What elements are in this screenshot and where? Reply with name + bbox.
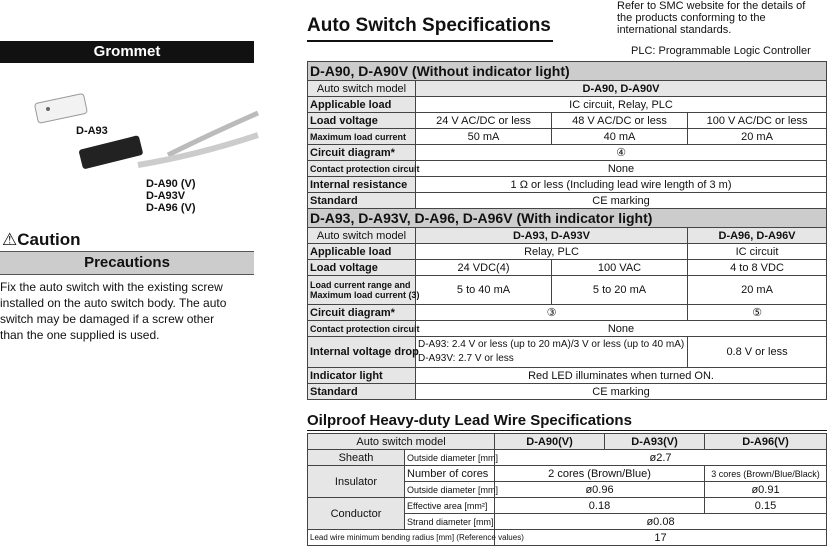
header-note_lines-2: international standards. [617,24,732,36]
label-d-a96v: D-A96 (V) [146,202,196,214]
t3-strand_value: ø0.08 [495,514,827,530]
t2-current_label_1: Load current range and [310,280,411,290]
precautions-heading: Precautions [0,251,254,275]
header-note_lines-1: the products conforming to the [617,12,766,24]
grommet-heading: Grommet [0,41,254,63]
t2-model_values-0: D-A93, D-A93V [416,228,688,244]
t2-current_values-0: 5 to 40 mA [416,276,552,305]
t2-current_values-2: 20 mA [688,276,827,305]
t1-load_value: IC circuit, Relay, PLC [416,97,827,113]
t2-contact_value: None [416,321,827,337]
page-title: Auto Switch Specifications [307,15,551,36]
t1-current_values-1: 40 mA [552,129,688,145]
table1-title: D-A90, D-A90V (Without indicator light) [308,62,827,81]
t2-drop_line2: D-A93V: 2.7 V or less [418,353,514,364]
t2-voltage_values-0: 24 VDC(4) [416,260,552,276]
t1-standard_value: CE marking [416,193,827,209]
t1-load_label: Applicable load [308,97,416,113]
t1-model-label: Auto switch model [308,81,416,97]
left-precautions_lines-3: than the one supplied is used. [0,328,160,342]
t2-load_values-1: IC circuit [688,244,827,260]
t3-ins_od_value: ø0.96 [495,482,705,498]
t3-od: Outside diameter [mm] [405,482,495,498]
t1-current_label: Maximum load current [308,129,416,145]
t2-model_values-1: D-A96, D-A96V [688,228,827,244]
t1-contact_label: Contact protection circuit [308,161,416,177]
t2-load_label: Applicable load [308,244,416,260]
oilproof-underline [307,430,827,431]
t3-insulator: Insulator [308,466,405,498]
t3-cores_value2: 3 cores (Brown/Blue/Black) [705,466,827,482]
t1-resist_label: Internal resistance [308,177,416,193]
t1-voltage_label: Load voltage [308,113,416,129]
left-precautions_lines-0: Fix the auto switch with the existing screw [0,280,223,294]
t2-indicator_label: Indicator light [308,368,416,384]
t2-load_values-0: Relay, PLC [416,244,688,260]
t2-indicator_value: Red LED illuminates when turned ON. [416,368,827,384]
t2-drop_line1: D-A93: 2.4 V or less (up to 20 mA)/3 V or less (up to 40 mA) [418,339,685,350]
t2-voltage_values-1: 100 VAC [552,260,688,276]
t1-voltage_values-0: 24 V AC/DC or less [416,113,552,129]
t3-bend_value: 17 [495,530,827,546]
t2-contact_label: Contact protection circuit [308,321,416,337]
t2-voltage_label: Load voltage [308,260,416,276]
t2-current_values-1: 5 to 20 mA [552,276,688,305]
t3-strand: Strand diameter [mm] [405,514,495,530]
t1-diagram_label: Circuit diagram* [308,145,416,161]
t1-voltage_values-2: 100 V AC/DC or less [688,113,827,129]
table2-title: D-A93, D-A93V, D-A96, D-A96V (With indicator light) [308,209,827,228]
t1-voltage_values-1: 48 V AC/DC or less [552,113,688,129]
t1-current_values-2: 20 mA [688,129,827,145]
t3-eff_value2: 0.15 [705,498,827,514]
lead-wire-table [307,433,827,546]
t3-bend: Lead wire minimum bending radius [mm] (Reference values) [308,530,495,546]
spec-table [307,61,827,400]
t1-diagram_value: ④ [416,145,827,161]
t3-sheath: Sheath [308,450,405,466]
t2-drop_value2: 0.8 V or less [688,337,827,368]
t3-eff_value: 0.18 [495,498,705,514]
t2-drop_label: Internal voltage drop [308,337,416,368]
t1-model-value: D-A90, D-A90V [416,81,827,97]
t3-cores_value: 2 cores (Brown/Blue) [495,466,705,482]
t2-diagram_values-0: ③ [416,305,688,321]
t3-model_label: Auto switch model [308,434,495,450]
t1-contact_value: None [416,161,827,177]
left-precautions_lines-2: switch may be damaged if a screw other [0,312,215,326]
t3-sheath_value: ø2.7 [495,450,827,466]
t3-od: Outside diameter [mm] [405,450,495,466]
t3-conductor: Conductor [308,498,405,530]
auto-switch-illustration [28,95,258,195]
t2-current_label_2: Maximum load current (3) [310,290,420,300]
t1-standard_label: Standard [308,193,416,209]
precautions-text [0,279,256,343]
caution-heading: ⚠Caution [2,230,81,249]
t2-voltage_values-2: 4 to 8 VDC [688,260,827,276]
t2-standard_value: CE marking [416,384,827,400]
plc-note: PLC: Programmable Logic Controller [631,45,811,57]
t2-diagram_label: Circuit diagram* [308,305,416,321]
label-d-a93v: D-A93V [146,190,186,202]
t3-models-2: D-A96(V) [705,434,827,450]
left-precautions_lines-1: installed on the auto switch body. The auto [0,296,227,310]
label-d-a93: D-A93 [76,125,108,137]
label-d-a90v: D-A90 (V) [146,178,196,190]
title-underline [307,40,553,42]
t2-diagram_values-1: ⑤ [688,305,827,321]
header-note_lines-0: Refer to SMC website for the details of [617,0,806,12]
t1-current_values-0: 50 mA [416,129,552,145]
t3-ins_od_value2: ø0.91 [705,482,827,498]
t3-eff_area: Effective area [mm²] [405,498,495,514]
t3-models-1: D-A93(V) [605,434,705,450]
t3-models-0: D-A90(V) [495,434,605,450]
t1-resist_value: 1 Ω or less (Including lead wire length of 3 m) [416,177,827,193]
t3-cores: Number of cores [405,466,495,482]
oilproof-title: Oilproof Heavy-duty Lead Wire Specifications [307,412,632,429]
t2-standard_label: Standard [308,384,416,400]
smc-note [617,0,827,36]
t2-model_label: Auto switch model [308,228,416,244]
